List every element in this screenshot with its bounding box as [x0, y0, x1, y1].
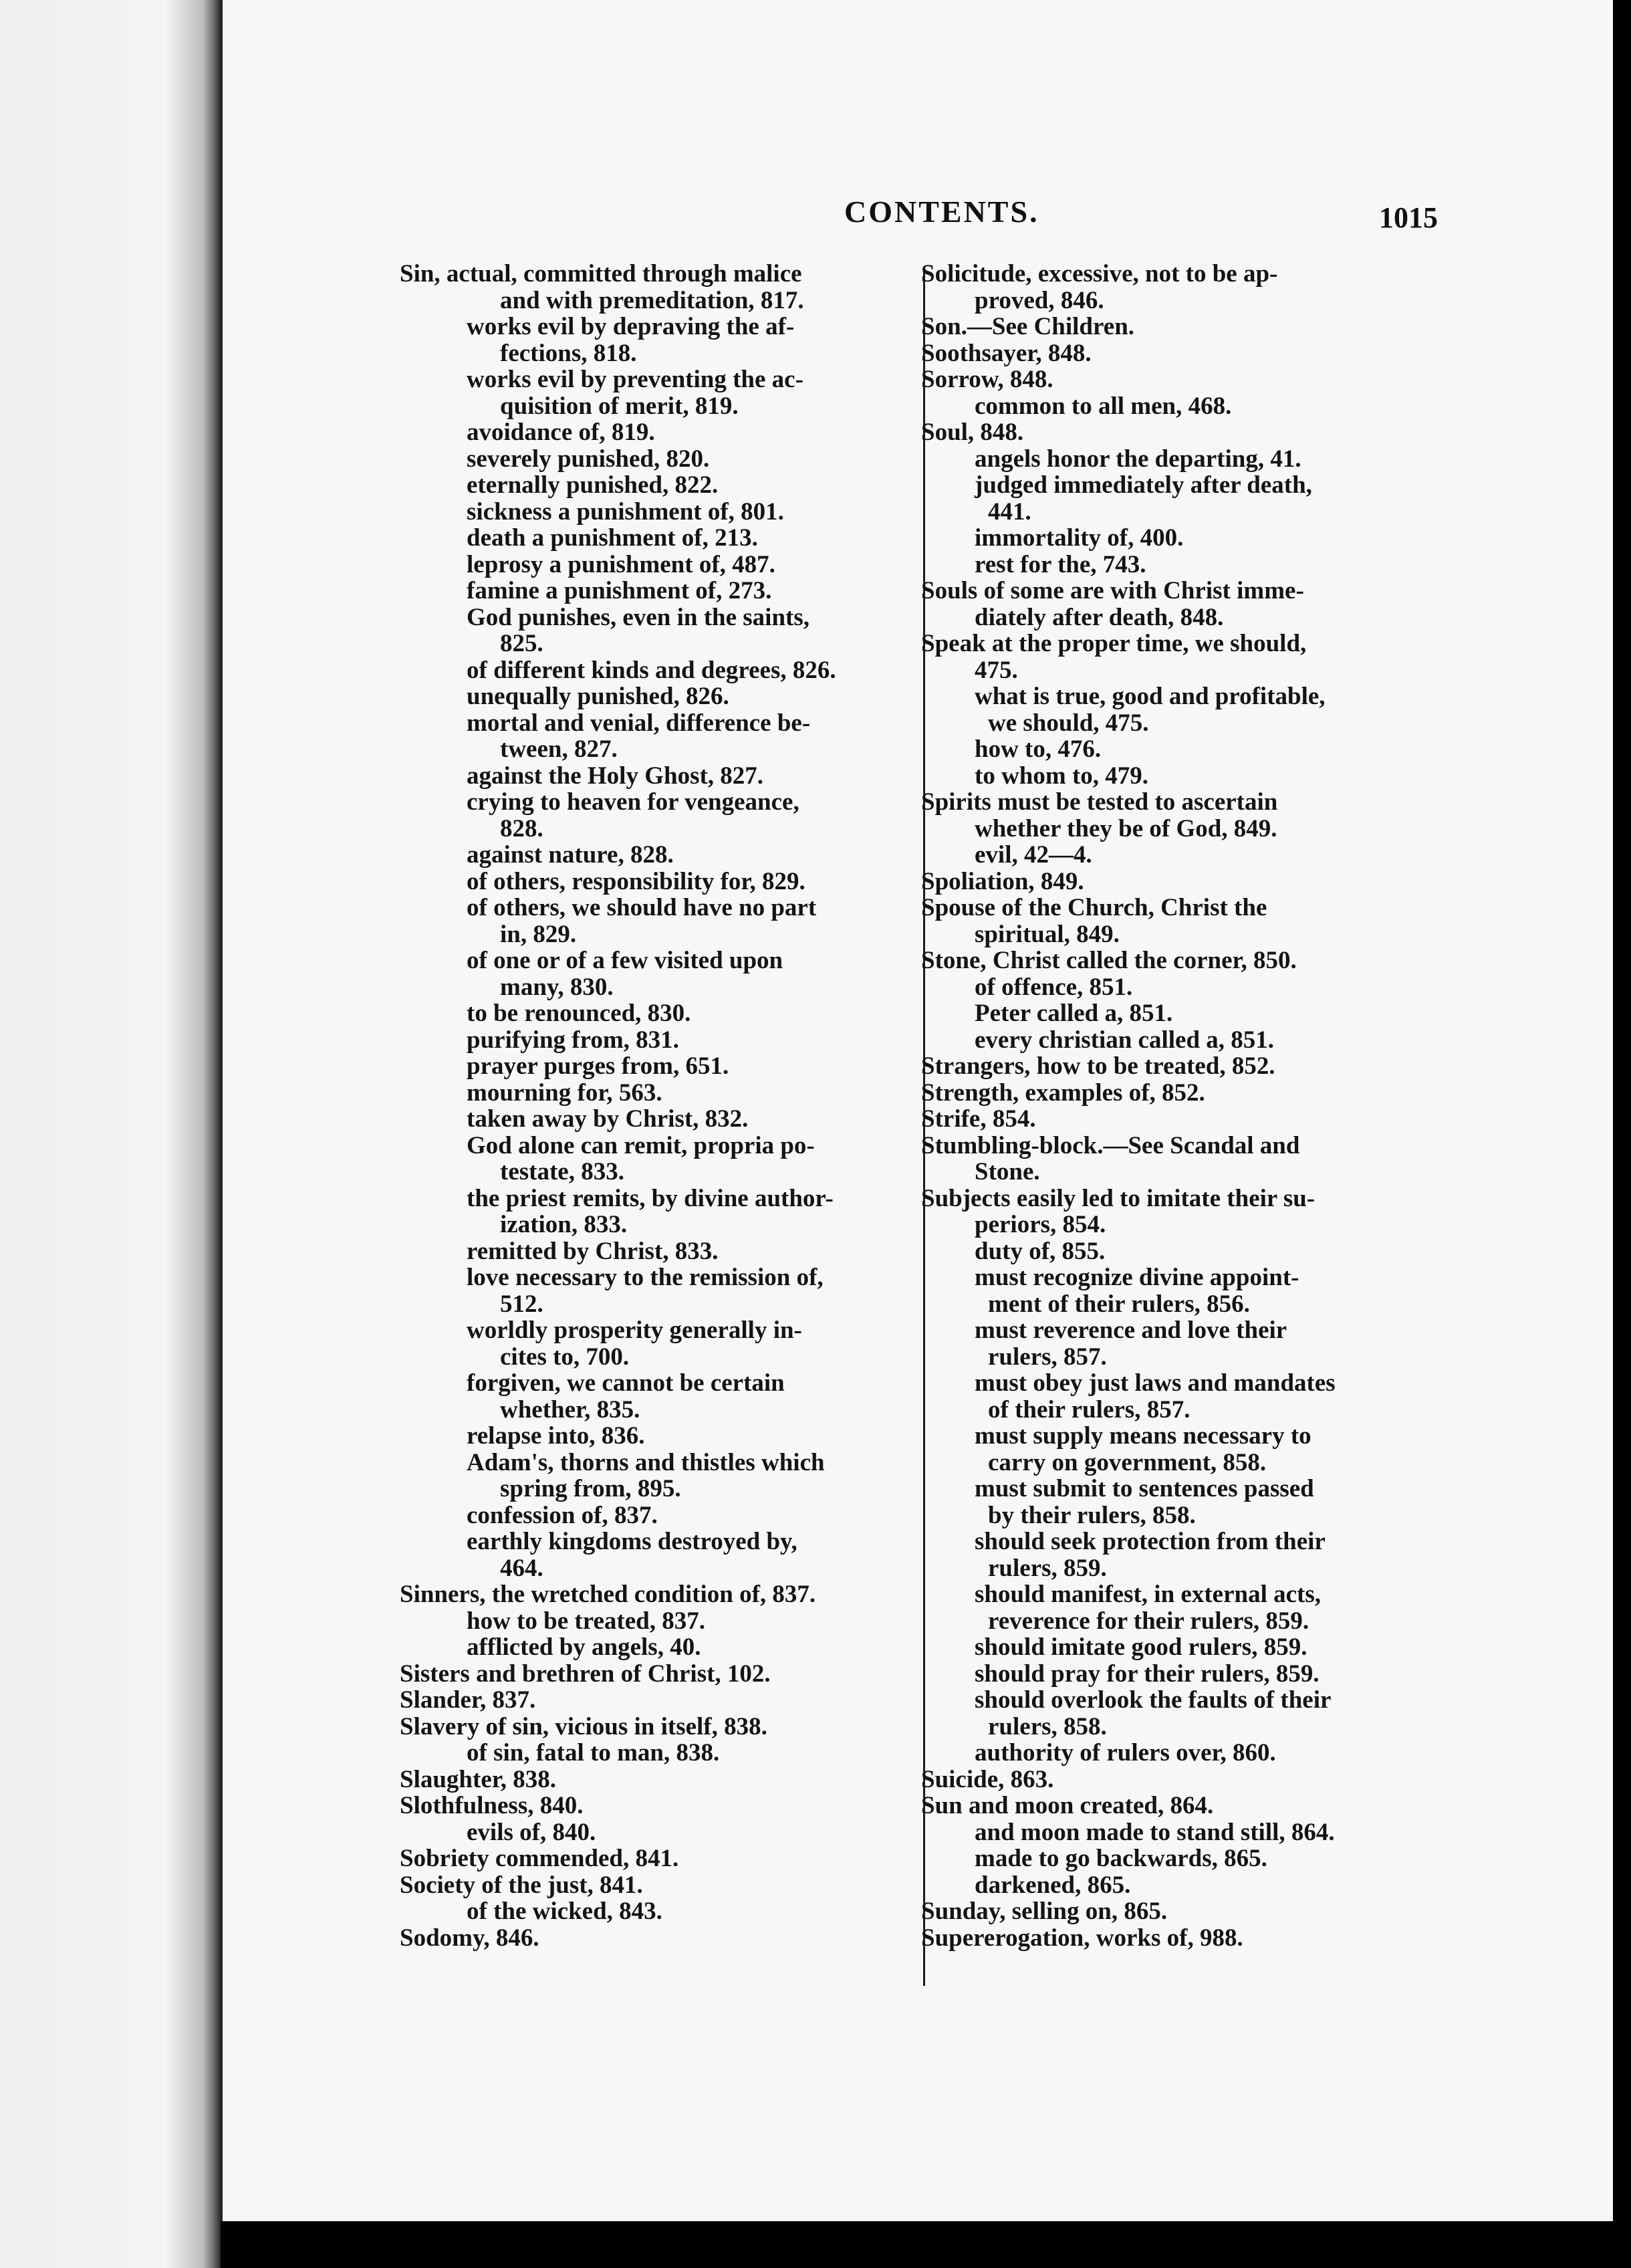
index-entry: 464.: [500, 1555, 543, 1581]
index-entry: how to, 476.: [975, 736, 1102, 763]
index-entry: forgiven, we cannot be certain: [467, 1370, 785, 1397]
index-entry: Society of the just, 841.: [400, 1872, 643, 1898]
index-entry: Souls of some are with Christ imme-: [921, 578, 1304, 604]
index-entry: must submit to sentences passed: [975, 1476, 1314, 1502]
index-entry: prayer purges from, 651.: [467, 1053, 729, 1080]
index-entry: Soothsayer, 848.: [921, 340, 1092, 366]
index-entry: Soul, 848.: [921, 419, 1024, 446]
index-entry: Peter called a, 851.: [975, 1000, 1173, 1027]
index-entry: worldly prosperity generally in-: [467, 1317, 802, 1344]
index-entry: spiritual, 849.: [975, 921, 1120, 947]
index-entry: Adam's, thorns and thistles which: [467, 1449, 825, 1476]
index-entry: proved, 846.: [975, 287, 1104, 314]
index-entry: avoidance of, 819.: [467, 419, 655, 446]
index-entry: afflicted by angels, 40.: [467, 1634, 701, 1661]
index-entry: and moon made to stand still, 864.: [975, 1819, 1335, 1845]
index-entry: testate, 833.: [500, 1159, 624, 1185]
index-entry: of offence, 851.: [975, 974, 1133, 1000]
index-entry: evils of, 840.: [467, 1819, 596, 1845]
index-entry: Slaughter, 838.: [400, 1766, 557, 1793]
index-entry: authority of rulers over, 860.: [975, 1740, 1276, 1767]
index-entry: Spoliation, 849.: [921, 868, 1084, 895]
index-entry: spring from, 895.: [500, 1476, 681, 1502]
index-entry: ization, 833.: [500, 1212, 628, 1238]
index-entry: many, 830.: [500, 974, 614, 1000]
index-entry: made to go backwards, 865.: [975, 1845, 1267, 1872]
index-entry: must supply means necessary to: [975, 1423, 1311, 1450]
index-entry: Spirits must be tested to ascertain: [921, 789, 1278, 816]
index-entry: duty of, 855.: [975, 1238, 1106, 1264]
index-entry: should manifest, in external acts,: [975, 1581, 1321, 1608]
index-entry: we should, 475.: [988, 709, 1149, 736]
index-entry: fections, 818.: [500, 340, 637, 366]
index-entry: earthly kingdoms destroyed by,: [467, 1528, 797, 1555]
book-page: [221, 0, 1613, 2221]
index-entry: mourning for, 563.: [467, 1079, 662, 1106]
index-entry: Slander, 837.: [400, 1687, 536, 1714]
index-entry: how to be treated, 837.: [467, 1607, 705, 1634]
index-entry: of sin, fatal to man, 838.: [467, 1740, 720, 1767]
index-entry: should imitate good rulers, 859.: [975, 1634, 1307, 1661]
index-entry: every christian called a, 851.: [975, 1026, 1275, 1053]
index-entry: in, 829.: [500, 921, 577, 947]
index-entry: common to all men, 468.: [975, 392, 1232, 419]
index-entry: to whom to, 479.: [975, 762, 1149, 789]
index-entry: must reverence and love their: [975, 1317, 1287, 1344]
index-entry: against the Holy Ghost, 827.: [467, 762, 764, 789]
index-entry: Sin, actual, committed through malice: [400, 261, 802, 288]
index-entry: of one or of a few visited upon: [467, 947, 783, 974]
running-title: CONTENTS.: [844, 195, 1039, 229]
index-entry: Supererogation, works of, 988.: [921, 1924, 1243, 1951]
index-entry: 512.: [500, 1290, 543, 1317]
index-entry: of the wicked, 843.: [467, 1898, 662, 1925]
index-entry: confession of, 837.: [467, 1502, 658, 1528]
index-entry: Sun and moon created, 864.: [921, 1793, 1214, 1819]
index-entry: rulers, 858.: [988, 1713, 1107, 1740]
index-entry: cites to, 700.: [500, 1343, 630, 1370]
index-entry: Solicitude, excessive, not to be ap-: [921, 261, 1278, 288]
index-entry: against nature, 828.: [467, 842, 674, 869]
index-entry: the priest remits, by divine author-: [467, 1185, 834, 1212]
index-entry: what is true, good and profitable,: [975, 683, 1326, 710]
index-entry: death a punishment of, 213.: [467, 525, 758, 552]
index-entry: 825.: [500, 631, 543, 657]
index-entry: severely punished, 820.: [467, 445, 710, 472]
index-entry: crying to heaven for vengeance,: [467, 789, 799, 816]
index-entry: Sobriety commended, 841.: [400, 1845, 679, 1872]
index-entry: of others, we should have no part: [467, 895, 817, 921]
index-entry: Sinners, the wretched condition of, 837.: [400, 1581, 816, 1608]
index-entry: Strife, 854.: [921, 1106, 1036, 1133]
index-entry: tween, 827.: [500, 736, 618, 763]
index-entry: should pray for their rulers, 859.: [975, 1660, 1320, 1687]
index-entry: Spouse of the Church, Christ the: [921, 895, 1267, 921]
index-entry: works evil by depraving the af-: [467, 314, 795, 340]
index-entry: by their rulers, 858.: [988, 1502, 1196, 1528]
index-entry: sickness a punishment of, 801.: [467, 498, 784, 525]
index-entry: must recognize divine appoint-: [975, 1264, 1299, 1291]
index-entry: and with premeditation, 817.: [500, 287, 804, 314]
index-entry: relapse into, 836.: [467, 1423, 645, 1450]
index-entry: rulers, 857.: [988, 1343, 1107, 1370]
index-entry: 475.: [975, 657, 1018, 683]
index-entry: God alone can remit, propria po-: [467, 1132, 815, 1159]
index-entry: love necessary to the remission of,: [467, 1264, 824, 1291]
index-entry: Sisters and brethren of Christ, 102.: [400, 1660, 771, 1687]
index-entry: leprosy a punishment of, 487.: [467, 551, 775, 578]
index-entry: Sunday, selling on, 865.: [921, 1898, 1168, 1925]
index-entry: Sorrow, 848.: [921, 366, 1053, 393]
page-number: 1015: [1379, 201, 1438, 234]
index-entry: Strength, examples of, 852.: [921, 1079, 1205, 1106]
index-entry: should seek protection from their: [975, 1528, 1326, 1555]
index-entry: rulers, 859.: [988, 1555, 1107, 1581]
index-entry: of their rulers, 857.: [988, 1396, 1190, 1423]
index-entry: 441.: [988, 498, 1031, 525]
index-entry: purifying from, 831.: [467, 1026, 679, 1053]
index-entry: unequally punished, 826.: [467, 683, 729, 710]
index-entry: famine a punishment of, 273.: [467, 578, 772, 604]
index-entry: Son.—See Children.: [921, 314, 1135, 340]
index-entry: God punishes, even in the saints,: [467, 604, 809, 631]
index-entry: evil, 42—4.: [975, 842, 1092, 869]
index-entry: judged immediately after death,: [975, 472, 1312, 499]
index-entry: 828.: [500, 815, 543, 842]
index-entry: whether, 835.: [500, 1396, 640, 1423]
index-entry: Stone.: [975, 1159, 1040, 1185]
index-entry: carry on government, 858.: [988, 1449, 1267, 1476]
index-entry: whether they be of God, 849.: [975, 815, 1277, 842]
index-entry: to be renounced, 830.: [467, 1000, 691, 1027]
index-entry: immortality of, 400.: [975, 525, 1184, 552]
index-entry: Stone, Christ called the corner, 850.: [921, 947, 1297, 974]
index-column-right: [921, 261, 1631, 1951]
index-entry: Strangers, how to be treated, 852.: [921, 1053, 1275, 1080]
index-entry: eternally punished, 822.: [467, 472, 719, 499]
index-entry: Sodomy, 846.: [400, 1924, 539, 1951]
index-entry: Stumbling-block.—See Scandal and: [921, 1132, 1300, 1159]
index-entry: mortal and venial, difference be-: [467, 709, 811, 736]
facing-page-edge: [0, 0, 221, 2268]
index-entry: ment of their rulers, 856.: [988, 1290, 1250, 1317]
index-entry: diately after death, 848.: [975, 604, 1224, 631]
index-entry: of different kinds and degrees, 826.: [467, 657, 836, 683]
index-entry: rest for the, 743.: [975, 551, 1146, 578]
index-entry: reverence for their rulers, 859.: [988, 1607, 1309, 1634]
index-entry: should overlook the faults of their: [975, 1687, 1332, 1714]
index-entry: Slavery of sin, vicious in itself, 838.: [400, 1713, 767, 1740]
index-entry: Subjects easily led to imitate their su-: [921, 1185, 1315, 1212]
index-entry: Suicide, 863.: [921, 1766, 1054, 1793]
index-entry: Slothfulness, 840.: [400, 1793, 584, 1819]
index-entry: darkened, 865.: [975, 1872, 1131, 1898]
index-entry: quisition of merit, 819.: [500, 392, 739, 419]
index-entry: remitted by Christ, 833.: [467, 1238, 719, 1264]
index-entry: angels honor the departing, 41.: [975, 445, 1301, 472]
index-entry: of others, responsibility for, 829.: [467, 868, 805, 895]
index-entry: periors, 854.: [975, 1212, 1106, 1238]
index-entry: taken away by Christ, 832.: [467, 1106, 749, 1133]
index-entry: must obey just laws and mandates: [975, 1370, 1336, 1397]
index-entry: works evil by preventing the ac-: [467, 366, 803, 393]
index-entry: Speak at the proper time, we should,: [921, 631, 1307, 657]
